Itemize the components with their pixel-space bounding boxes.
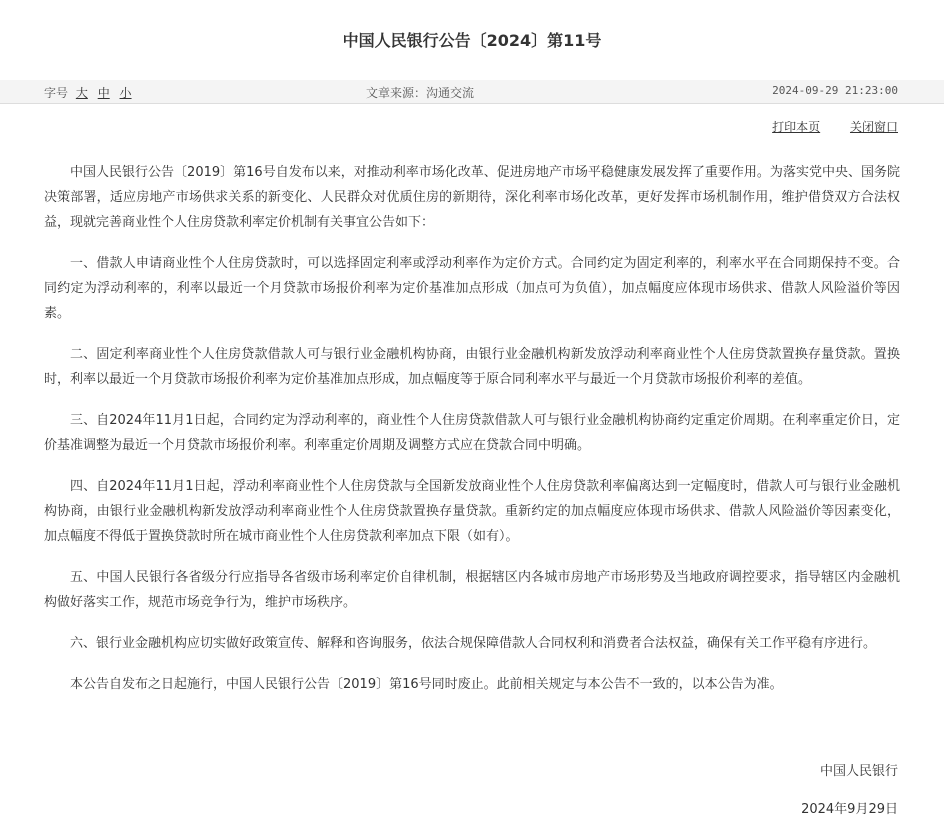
- page-title: 中国人民银行公告〔2024〕第11号: [342, 31, 602, 50]
- paragraph-1: 一、借款人申请商业性个人住房贷款时，可以选择固定利率或浮动利率作为定价方式。合同约定为固定利率的，利率水平在合同期保持不变。合同约定为浮动利率的，利率以最近一个月贷款市场报价利率为定价基准加点形成（加点可为负值），加点幅度应体现市场供求、借款人风险溢价等因素。: [44, 256, 900, 321]
- font-size-small-link[interactable]: 小: [119, 86, 132, 100]
- paragraph-2: 二、固定利率商业性个人住房贷款借款人可与银行业金融机构协商，由银行业金融机构新发放浮动利率商业性个人住房贷款置换存量贷款。置换时，利率以最近一个月贷款市场报价利率为定价基准加点形成，加点幅度等于原合同利率水平与最近一个月贷款市场报价利率的差值。: [44, 347, 900, 387]
- close-window-link[interactable]: 关闭窗口: [849, 120, 898, 134]
- paragraph-5: 五、中国人民银行各省级分行应指导各省级市场利率定价自律机制，根据辖区内各城市房地产市场形势及当地政府调控要求，指导辖区内金融机构做好落实工作，规范市场竞争行为，维护市场秩序。: [44, 570, 900, 610]
- publish-datetime: 2024-09-29 21:23:00: [772, 84, 898, 97]
- info-bar: [0, 80, 944, 104]
- page-actions: [746, 118, 898, 135]
- article-source: 文章来源：沟通交流: [366, 86, 475, 100]
- font-size-large-link[interactable]: 大: [75, 86, 88, 100]
- paragraph-closing: 本公告自发布之日起施行，中国人民银行公告〔2019〕第16号同时废止。此前相关规定与本公告不一致的，以本公告为准。: [70, 677, 783, 692]
- issuer-signature: 中国人民银行: [819, 764, 898, 779]
- paragraph-intro: 中国人民银行公告〔2019〕第16号自发布以来，对推动利率市场化改革、促进房地产市场平稳健康发展发挥了重要作用。为落实党中央、国务院决策部署，适应房地产市场供求关系的新变化、人民群众对优质住房的新期待，深化利率市场化改革，更好发挥市场机制作用，维护借贷双方合法权益，现就完善商业性个人住房贷款利率定价机制有关事宜公告如下：: [44, 165, 900, 230]
- font-size-label: 字号: [44, 86, 69, 100]
- paragraph-6: 六、银行业金融机构应切实做好政策宣传、解释和咨询服务，依法合规保障借款人合同权利和消费者合法权益，确保有关工作平稳有序进行。: [70, 636, 877, 651]
- paragraph-3: 三、自2024年11月1日起，合同约定为浮动利率的，商业性个人住房贷款借款人可与银行业金融机构协商约定重定价周期。在利率重定价日，定价基准调整为最近一个月贷款市场报价利率。利率重定价周期及调整方式应在贷款合同中明确。: [44, 413, 900, 453]
- article-body: [44, 160, 900, 713]
- font-size-controls: [44, 84, 138, 101]
- font-size-medium-link[interactable]: 中: [97, 86, 110, 100]
- issue-date: 2024年9月29日: [801, 802, 898, 817]
- paragraph-4: 四、自2024年11月1日起，浮动利率商业性个人住房贷款与全国新发放商业性个人住房贷款利率偏离达到一定幅度时，借款人可与银行业金融机构协商，由银行业金融机构新发放浮动利率商业性个人住房贷款置换存量贷款。重新约定的加点幅度应体现市场供求、借款人风险溢价等因素变化，加点幅度不得低于置换贷款时所在城市商业性个人住房贷款利率加点下限（如有）。: [44, 479, 900, 544]
- print-page-link[interactable]: 打印本页: [772, 120, 821, 134]
